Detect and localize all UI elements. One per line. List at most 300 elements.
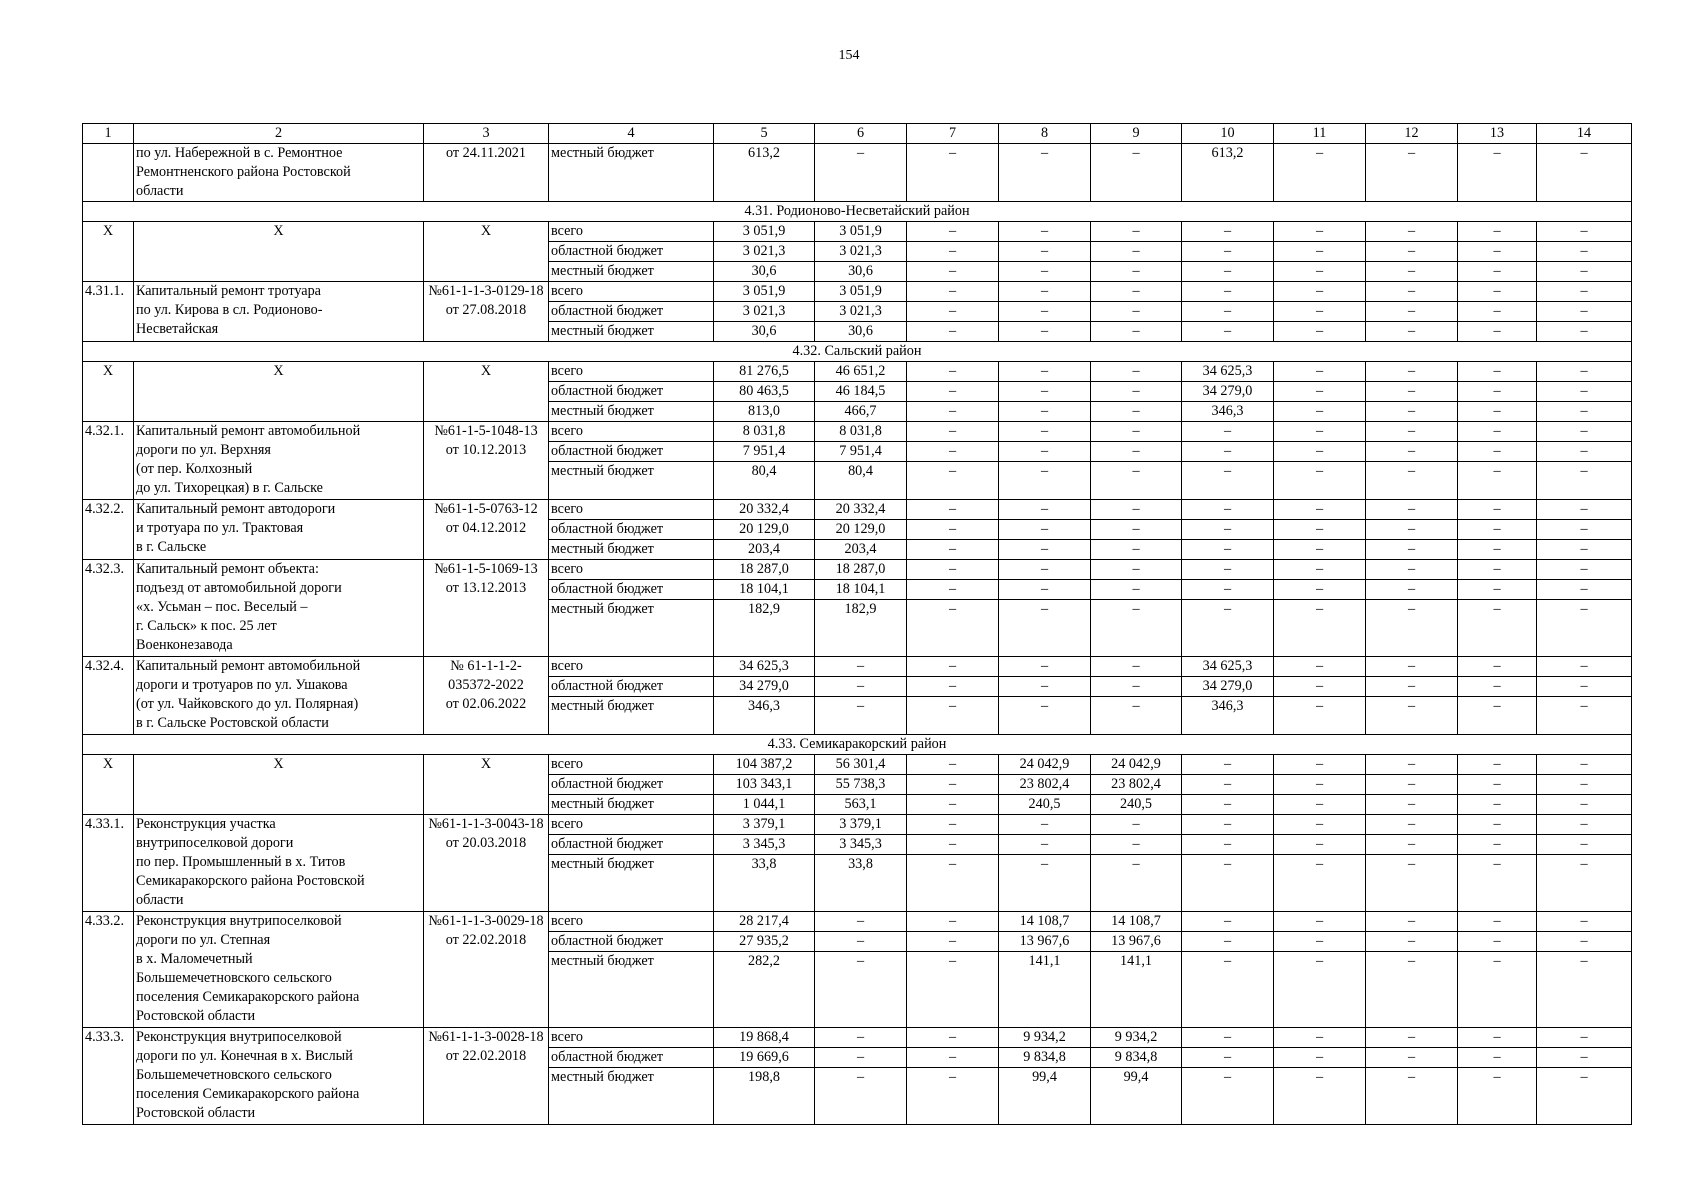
value-cell: – xyxy=(1182,755,1274,775)
header-cell: 13 xyxy=(1458,124,1537,144)
value-cell: – xyxy=(1182,952,1274,1028)
value-cell: 20 332,4 xyxy=(714,500,815,520)
value-cell: – xyxy=(1274,262,1366,282)
item-document-line: от 10.12.2013 xyxy=(445,442,527,458)
value-cell: – xyxy=(999,500,1091,520)
value-cell: 34 279,0 xyxy=(1182,677,1274,697)
value-cell: 240,5 xyxy=(999,795,1091,815)
value-cell: 20 129,0 xyxy=(815,520,907,540)
value-cell: – xyxy=(1274,382,1366,402)
header-cell: 2 xyxy=(134,124,424,144)
value-cell: 30,6 xyxy=(714,262,815,282)
value-cell: – xyxy=(1182,500,1274,520)
item-name xyxy=(134,1028,424,1125)
item-document-line: 035372-2022 xyxy=(448,677,524,693)
item-number: 4.32.2. xyxy=(83,500,134,560)
value-cell: – xyxy=(1091,282,1182,302)
value-cell: 34 625,3 xyxy=(1182,657,1274,677)
value-cell: – xyxy=(1458,302,1537,322)
value-cell: – xyxy=(1274,657,1366,677)
value-cell: – xyxy=(1458,282,1537,302)
value-cell: – xyxy=(1366,795,1458,815)
value-cell: – xyxy=(1366,697,1458,735)
value-cell: – xyxy=(1458,520,1537,540)
funding-source: всего xyxy=(549,500,714,520)
funding-source: местный бюджет xyxy=(549,462,714,500)
section-title: 4.33. Семикаракорский район xyxy=(83,735,1632,755)
value-cell: – xyxy=(907,1028,999,1048)
item-name-line: области xyxy=(136,892,184,908)
value-cell: 3 051,9 xyxy=(815,282,907,302)
value-cell: – xyxy=(815,657,907,677)
item-name-line: Ростовской области xyxy=(136,1105,256,1121)
value-cell: – xyxy=(1274,1028,1366,1048)
item-name-line: дороги и тротуаров по ул. Ушакова xyxy=(136,677,348,693)
value-cell: – xyxy=(1537,402,1632,422)
value-cell: 14 108,7 xyxy=(999,912,1091,932)
value-cell: – xyxy=(1274,442,1366,462)
value-cell: – xyxy=(907,442,999,462)
value-cell: 141,1 xyxy=(999,952,1091,1028)
item-name xyxy=(134,282,424,342)
value-cell: – xyxy=(999,815,1091,835)
value-cell: – xyxy=(1091,657,1182,677)
item-name-line: Большемечетновского сельского xyxy=(136,1067,332,1083)
item-name-line: Капитальный ремонт автомобильной xyxy=(136,423,361,439)
value-cell: – xyxy=(1091,222,1182,242)
item-name-line: дороги по ул. Верхняя xyxy=(136,442,271,458)
value-cell: – xyxy=(1274,855,1366,912)
value-cell: 563,1 xyxy=(815,795,907,815)
header-cell: 4 xyxy=(549,124,714,144)
value-cell: – xyxy=(1366,952,1458,1028)
value-cell: – xyxy=(1366,402,1458,422)
value-cell: – xyxy=(1182,262,1274,282)
item-document-line: №61-1-1-3-0028-18 xyxy=(428,1029,544,1045)
value-cell: 27 935,2 xyxy=(714,932,815,952)
item-document-line: №61-1-5-1048-13 xyxy=(434,423,538,439)
item-name-line: Ростовской области xyxy=(136,1008,256,1024)
table-row xyxy=(83,500,1632,520)
value-cell: – xyxy=(1274,755,1366,775)
value-cell: – xyxy=(1458,600,1537,657)
value-cell: 56 301,4 xyxy=(815,755,907,775)
table-row xyxy=(83,755,1632,775)
value-cell: – xyxy=(907,677,999,697)
value-cell: – xyxy=(1366,815,1458,835)
value-cell: – xyxy=(1537,697,1632,735)
value-cell: – xyxy=(1091,302,1182,322)
value-cell: – xyxy=(1458,855,1537,912)
value-cell: – xyxy=(1537,560,1632,580)
value-cell: – xyxy=(1366,362,1458,382)
value-cell: – xyxy=(1366,855,1458,912)
item-name xyxy=(134,144,424,202)
value-cell: – xyxy=(1182,540,1274,560)
value-cell: – xyxy=(1091,677,1182,697)
value-cell: – xyxy=(1274,697,1366,735)
value-cell: – xyxy=(1274,282,1366,302)
value-cell: – xyxy=(1458,362,1537,382)
value-cell: – xyxy=(1458,322,1537,342)
value-cell: – xyxy=(1458,795,1537,815)
item-number: 4.32.4. xyxy=(83,657,134,735)
value-cell: – xyxy=(1366,775,1458,795)
value-cell: 3 379,1 xyxy=(815,815,907,835)
item-name xyxy=(134,422,424,500)
value-cell: – xyxy=(1182,1048,1274,1068)
value-cell: – xyxy=(1182,442,1274,462)
value-cell: – xyxy=(999,222,1091,242)
value-cell: – xyxy=(1537,500,1632,520)
funding-source: всего xyxy=(549,422,714,442)
header-cell: 8 xyxy=(999,124,1091,144)
funding-source: местный бюджет xyxy=(549,1068,714,1125)
value-cell: – xyxy=(1458,1028,1537,1048)
value-cell: – xyxy=(1537,520,1632,540)
funding-source: областной бюджет xyxy=(549,442,714,462)
value-cell: – xyxy=(1458,1048,1537,1068)
item-name-line: внутрипоселковой дороги xyxy=(136,835,294,851)
value-cell: 813,0 xyxy=(714,402,815,422)
value-cell: 24 042,9 xyxy=(1091,755,1182,775)
value-cell: – xyxy=(1091,855,1182,912)
funding-source: местный бюджет xyxy=(549,144,714,202)
item-document xyxy=(424,422,549,500)
value-cell: – xyxy=(907,1068,999,1125)
value-cell: – xyxy=(1274,520,1366,540)
value-cell: – xyxy=(1366,422,1458,442)
item-name-line: Капитальный ремонт автодороги xyxy=(136,501,336,517)
value-cell: – xyxy=(1537,282,1632,302)
value-cell: – xyxy=(1458,540,1537,560)
item-name-line: и тротуара по ул. Трактовая xyxy=(136,520,304,536)
value-cell: 80,4 xyxy=(815,462,907,500)
funding-source: областной бюджет xyxy=(549,835,714,855)
value-cell: – xyxy=(907,262,999,282)
value-cell: 8 031,8 xyxy=(714,422,815,442)
value-cell: – xyxy=(999,302,1091,322)
value-cell: – xyxy=(999,560,1091,580)
value-cell: 55 738,3 xyxy=(815,775,907,795)
value-cell: – xyxy=(1537,362,1632,382)
value-cell: 240,5 xyxy=(1091,795,1182,815)
value-cell: – xyxy=(907,520,999,540)
value-cell: – xyxy=(1366,580,1458,600)
value-cell: – xyxy=(999,697,1091,735)
value-cell: 1 044,1 xyxy=(714,795,815,815)
value-cell: – xyxy=(1458,262,1537,282)
value-cell: – xyxy=(1091,362,1182,382)
value-cell: – xyxy=(1366,242,1458,262)
page-number: 154 xyxy=(838,48,860,63)
value-cell: – xyxy=(1274,222,1366,242)
value-cell: – xyxy=(1182,560,1274,580)
value-cell: – xyxy=(1182,322,1274,342)
value-cell: – xyxy=(999,442,1091,462)
value-cell: – xyxy=(815,952,907,1028)
value-cell: – xyxy=(1274,422,1366,442)
item-document-line: от 13.12.2013 xyxy=(445,580,527,596)
header-cell: 3 xyxy=(424,124,549,144)
value-cell: – xyxy=(1537,932,1632,952)
header-cell: 12 xyxy=(1366,124,1458,144)
value-cell: – xyxy=(1366,600,1458,657)
value-cell: – xyxy=(1182,422,1274,442)
value-cell: 3 379,1 xyxy=(714,815,815,835)
item-name-line: Капитальный ремонт автомобильной xyxy=(136,658,361,674)
value-cell: – xyxy=(907,815,999,835)
funding-source: всего xyxy=(549,755,714,775)
value-cell: – xyxy=(1366,382,1458,402)
value-cell: – xyxy=(999,422,1091,442)
item-name-line: области xyxy=(136,183,184,199)
value-cell: – xyxy=(1537,795,1632,815)
value-cell: 30,6 xyxy=(714,322,815,342)
value-cell: – xyxy=(1458,657,1537,677)
value-cell: – xyxy=(1091,242,1182,262)
funding-source: областной бюджет xyxy=(549,242,714,262)
value-cell: – xyxy=(1274,600,1366,657)
value-cell: 282,2 xyxy=(714,952,815,1028)
value-cell: 23 802,4 xyxy=(999,775,1091,795)
value-cell: 81 276,5 xyxy=(714,362,815,382)
item-name-line: в г. Сальске xyxy=(136,539,207,555)
header-cell: 14 xyxy=(1537,124,1632,144)
value-cell: – xyxy=(815,1068,907,1125)
item-document xyxy=(424,500,549,560)
item-document-line: от 27.08.2018 xyxy=(445,302,527,318)
value-cell: 34 279,0 xyxy=(714,677,815,697)
item-name-line: подъезд от автомобильной дороги xyxy=(136,580,342,596)
value-cell: – xyxy=(1458,1068,1537,1125)
value-cell: – xyxy=(999,580,1091,600)
value-cell: – xyxy=(1537,755,1632,775)
funding-source: всего xyxy=(549,815,714,835)
value-cell: – xyxy=(907,835,999,855)
item-document-line: Х xyxy=(480,363,492,379)
value-cell: – xyxy=(1458,242,1537,262)
section-row xyxy=(83,735,1632,755)
value-cell: – xyxy=(1182,242,1274,262)
value-cell: – xyxy=(1182,302,1274,322)
value-cell: – xyxy=(1274,144,1366,202)
funding-source: местный бюджет xyxy=(549,855,714,912)
value-cell: – xyxy=(1537,262,1632,282)
value-cell: – xyxy=(1274,1048,1366,1068)
value-cell: – xyxy=(999,322,1091,342)
item-name-line: Ремонтненского района Ростовской xyxy=(136,164,351,180)
value-cell: – xyxy=(907,932,999,952)
item-name-line: дороги по ул. Конечная в х. Вислый xyxy=(136,1048,353,1064)
value-cell: 34 625,3 xyxy=(1182,362,1274,382)
value-cell: – xyxy=(1274,677,1366,697)
value-cell: – xyxy=(907,775,999,795)
funding-source: всего xyxy=(549,560,714,580)
value-cell: – xyxy=(1366,144,1458,202)
item-name-line: Реконструкция внутрипоселковой xyxy=(136,913,342,929)
value-cell: 34 625,3 xyxy=(714,657,815,677)
item-document-line: №61-1-1-3-0129-18 xyxy=(428,283,544,299)
value-cell: 3 021,3 xyxy=(714,242,815,262)
value-cell: – xyxy=(907,795,999,815)
value-cell: – xyxy=(1182,932,1274,952)
value-cell: 7 951,4 xyxy=(815,442,907,462)
value-cell: 203,4 xyxy=(815,540,907,560)
funding-source: областной бюджет xyxy=(549,775,714,795)
item-name-line: «х. Усьман – пос. Веселый – xyxy=(136,599,308,615)
value-cell: – xyxy=(907,242,999,262)
value-cell: 20 332,4 xyxy=(815,500,907,520)
value-cell: 346,3 xyxy=(714,697,815,735)
item-name-line: поселения Семикаракорского района xyxy=(136,989,360,1005)
value-cell: 34 279,0 xyxy=(1182,382,1274,402)
value-cell: – xyxy=(1458,677,1537,697)
item-name-line: (от ул. Чайковского до ул. Полярная) xyxy=(136,696,359,712)
value-cell: – xyxy=(1537,580,1632,600)
value-cell: – xyxy=(1274,402,1366,422)
value-cell: 346,3 xyxy=(1182,697,1274,735)
value-cell: – xyxy=(907,402,999,422)
item-document-line: Х xyxy=(480,223,492,239)
value-cell: – xyxy=(1458,144,1537,202)
value-cell: – xyxy=(1458,952,1537,1028)
value-cell: – xyxy=(999,855,1091,912)
value-cell: 3 051,9 xyxy=(714,282,815,302)
value-cell: – xyxy=(1274,580,1366,600)
value-cell: – xyxy=(1366,442,1458,462)
value-cell: 9 834,8 xyxy=(1091,1048,1182,1068)
value-cell: – xyxy=(1091,520,1182,540)
value-cell: – xyxy=(907,302,999,322)
item-document-line: от 02.06.2022 xyxy=(445,696,527,712)
value-cell: 24 042,9 xyxy=(999,755,1091,775)
value-cell: 141,1 xyxy=(1091,952,1182,1028)
value-cell: – xyxy=(1366,677,1458,697)
value-cell: 19 868,4 xyxy=(714,1028,815,1048)
value-cell: 3 021,3 xyxy=(714,302,815,322)
value-cell: 103 343,1 xyxy=(714,775,815,795)
table-row xyxy=(83,282,1632,302)
value-cell: 3 051,9 xyxy=(714,222,815,242)
value-cell: – xyxy=(1366,560,1458,580)
value-cell: – xyxy=(1366,520,1458,540)
item-document-line: №61-1-1-3-0043-18 xyxy=(428,816,544,832)
value-cell: – xyxy=(1091,382,1182,402)
value-cell: – xyxy=(1458,462,1537,500)
value-cell: 466,7 xyxy=(815,402,907,422)
header-cell: 11 xyxy=(1274,124,1366,144)
value-cell: – xyxy=(1091,442,1182,462)
item-name-line: Несветайская xyxy=(136,321,219,337)
value-cell: – xyxy=(1537,600,1632,657)
value-cell: – xyxy=(1091,560,1182,580)
value-cell: – xyxy=(1458,560,1537,580)
value-cell: – xyxy=(815,144,907,202)
value-cell: 9 834,8 xyxy=(999,1048,1091,1068)
item-number: Х xyxy=(83,362,134,422)
funding-source: местный бюджет xyxy=(549,697,714,735)
value-cell: – xyxy=(815,1028,907,1048)
section-title: 4.32. Сальский район xyxy=(83,342,1632,362)
item-name-line: по пер. Промышленный в х. Титов xyxy=(136,854,346,870)
item-document-line: от 20.03.2018 xyxy=(445,835,527,851)
budget-table xyxy=(82,123,1632,1125)
header-cell: 10 xyxy=(1182,124,1274,144)
item-name-line: Реконструкция участка xyxy=(136,816,276,832)
value-cell: – xyxy=(1274,815,1366,835)
item-document xyxy=(424,912,549,1028)
value-cell: – xyxy=(999,362,1091,382)
value-cell: – xyxy=(1458,382,1537,402)
value-cell: 198,8 xyxy=(714,1068,815,1125)
funding-source: всего xyxy=(549,912,714,932)
value-cell: – xyxy=(1458,442,1537,462)
section-row xyxy=(83,202,1632,222)
value-cell: – xyxy=(1366,322,1458,342)
value-cell: – xyxy=(907,855,999,912)
value-cell: – xyxy=(907,382,999,402)
item-document xyxy=(424,362,549,422)
value-cell: – xyxy=(907,697,999,735)
value-cell: – xyxy=(1458,835,1537,855)
value-cell: – xyxy=(1366,657,1458,677)
value-cell: – xyxy=(1274,322,1366,342)
value-cell: – xyxy=(1366,755,1458,775)
value-cell: – xyxy=(1091,262,1182,282)
value-cell: – xyxy=(1182,1028,1274,1048)
value-cell: – xyxy=(1091,580,1182,600)
value-cell: 99,4 xyxy=(999,1068,1091,1125)
value-cell: – xyxy=(907,422,999,442)
item-document xyxy=(424,755,549,815)
item-name-line: по ул. Кирова в сл. Родионово- xyxy=(136,302,323,318)
value-cell: – xyxy=(1182,462,1274,500)
value-cell: – xyxy=(999,462,1091,500)
item-name xyxy=(134,500,424,560)
item-name-line: Х xyxy=(273,363,284,379)
value-cell: – xyxy=(1182,815,1274,835)
value-cell: – xyxy=(1537,540,1632,560)
value-cell: – xyxy=(1091,322,1182,342)
item-number: 4.31.1. xyxy=(83,282,134,342)
value-cell: – xyxy=(1182,520,1274,540)
funding-source: областной бюджет xyxy=(549,580,714,600)
value-cell: – xyxy=(1366,222,1458,242)
value-cell: – xyxy=(1182,580,1274,600)
funding-source: областной бюджет xyxy=(549,932,714,952)
value-cell: – xyxy=(1091,500,1182,520)
value-cell: – xyxy=(1458,500,1537,520)
item-name-line: по ул. Набережной в с. Ремонтное xyxy=(136,145,343,161)
item-name-line: Капитальный ремонт тротуара xyxy=(136,283,321,299)
value-cell: – xyxy=(1458,222,1537,242)
value-cell: 104 387,2 xyxy=(714,755,815,775)
item-document-line: № 61-1-1-2- xyxy=(450,658,522,674)
item-name xyxy=(134,657,424,735)
item-name-line: Капитальный ремонт объекта: xyxy=(136,561,319,577)
value-cell: 8 031,8 xyxy=(815,422,907,442)
value-cell: 99,4 xyxy=(1091,1068,1182,1125)
value-cell: 20 129,0 xyxy=(714,520,815,540)
item-name-line: г. Сальск» к пос. 25 лет xyxy=(136,618,277,634)
funding-source: местный бюджет xyxy=(549,402,714,422)
funding-source: всего xyxy=(549,657,714,677)
value-cell: – xyxy=(815,932,907,952)
item-document xyxy=(424,1028,549,1125)
value-cell: 13 967,6 xyxy=(1091,932,1182,952)
value-cell: – xyxy=(907,282,999,302)
